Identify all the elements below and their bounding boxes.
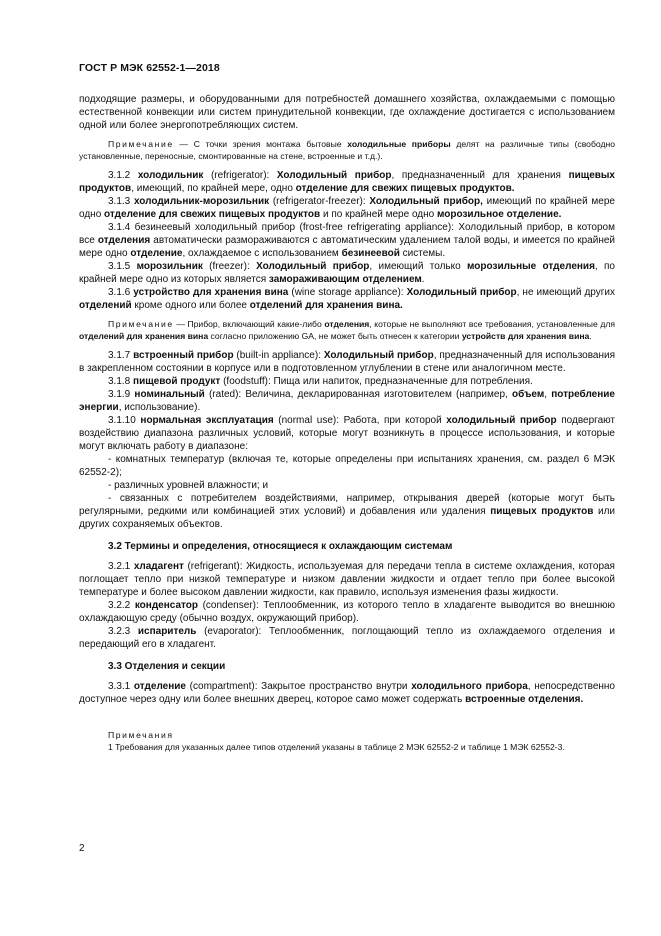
term-3-1-8: 3.1.8 пищевой продукт (foodstuff): Пища или напиток, предназначенные для потребления. — [108, 376, 533, 387]
list-item: - различных уровней влажности; и — [108, 480, 269, 491]
term-3-1-10: 3.1.10 нормальная эксплуатация (normal use): Работа, при которой холодильный прибор подвергают воздействию диапазона различных условий, которые могут возникнуть в процессе использования, и которые могут включать работу в диапазоне: — [79, 415, 615, 452]
page-number: 2 — [79, 843, 85, 854]
page-content — [79, 93, 615, 753]
notes-item: 1 Требования для указанных далее типов отделений указаны в таблице 2 МЭК 62552-2 и таблице 1 МЭК 62552-3. — [108, 741, 565, 752]
notes-label: Примечания — [108, 730, 174, 740]
section-heading-3-3: 3.3 Отделения и секции — [108, 661, 226, 672]
note-paragraph: Примечание — С точки зрения монтажа бытовые холодильные приборы делят на различные типы (свободно установленные, переносные, смонтированные на стене, встроенные и т.д.). — [79, 139, 615, 161]
term-3-1-6: 3.1.6 устройство для хранения вина (wine storage appliance): Холодильный прибор, не имеющий других отделений кроме одного или более отделений для хранения вина. — [79, 287, 615, 311]
term-3-3-1: 3.3.1 отделение (compartment): Закрытое пространство внутри холодильного прибора, непосредственно доступное через одну или более внешних дверец, которое само может содержать встроенные отделения. — [79, 681, 615, 705]
document-header: ГОСТ Р МЭК 62552-1—2018 — [79, 62, 220, 74]
list-item: - связанных с потребителем воздействиями, например, открывания дверей (которые могут быть регулярными, редкими или комбинацией этих условий) и добавления или удаления пищевых продуктов или других сохраняемых объектов. — [79, 493, 615, 530]
term-3-1-7: 3.1.7 встроенный прибор (built-in appliance): Холодильный прибор, предназначенный для использования в закрепленном состоянии в корпусе или в подготовленном углублении в стене или аналогичном месте. — [79, 350, 616, 374]
term-3-2-1: 3.2.1 хладагент (refrigerant): Жидкость, используемая для передачи тепла в системе охлаждения, которая поглощает тепло при низкой температуре и низком давлении жидкости и отдает тепло при более высокой температуре и более высоком давлении жидкости, как правило, используя изменения фазы жидкости. — [79, 561, 615, 598]
intro-paragraph: подходящие размеры, и оборудованными для потребностей домашнего хозяйства, охлаждаемыми с помощью естественной конвекции или систем принудительной конвекции, где охлаждение достигается с использованием одной или более энергопотребляющих систем. — [79, 94, 615, 131]
term-3-1-4: 3.1.4 безинеевый холодильный прибор (frost-free refrigerating appliance): Холодильный прибор, в котором все отделения автоматически размораживаются с автоматическим удалением талой воды, и имеется по крайней мере одно отделение, охлаждаемое с использованием безинеевой системы. — [79, 222, 615, 259]
section-heading-3-2: 3.2 Термины и определения, относящиеся к охлаждающим системам — [108, 541, 453, 552]
list-item: - комнатных температур (включая те, которые определены при испытаниях хранения, см. раздел 6 МЭК 62552-2); — [79, 454, 615, 478]
note-paragraph: Примечание — Прибор, включающий какие-либо отделения, которые не выполняют все требования, установленные для отделений для хранения вина согласно приложению GA, не может быть отнесен к категории устройств для хранения вина. — [79, 319, 616, 341]
note-label: Примечание — [108, 139, 174, 149]
term-3-1-9: 3.1.9 номинальный (rated): Величина, декларированная изготовителем (например, объем, потребление энергии, использование). — [79, 389, 615, 413]
term-3-1-5: 3.1.5 морозильник (freezer): Холодильный прибор, имеющий только морозильные отделения, по крайней мере одно из которых является замораживающим отделением. — [79, 261, 615, 285]
term-3-2-2: 3.2.2 конденсатор (condenser): Теплообменник, из которого тепло в хладагенте выводится во внешнюю охлаждающую среду (обычно воздух, окружающий прибор). — [79, 600, 615, 624]
term-3-1-3: 3.1.3 холодильник-морозильник (refrigerator-freezer): Холодильный прибор, имеющий по крайней мере одно отделение для свежих пищевых продуктов и по крайней мере одно морозильное отделение. — [79, 196, 615, 220]
term-3-2-3: 3.2.3 испаритель (evaporator): Теплообменник, поглощающий тепло из охлаждаемого отделения и передающий его в хладагент. — [79, 626, 615, 650]
note-label: Примечание — [108, 319, 174, 329]
term-3-1-2: 3.1.2 холодильник (refrigerator): Холодильный прибор, предназначенный для хранения пищевых продуктов, имеющий, по крайней мере, одно отделение для свежих пищевых продуктов. — [79, 170, 615, 194]
